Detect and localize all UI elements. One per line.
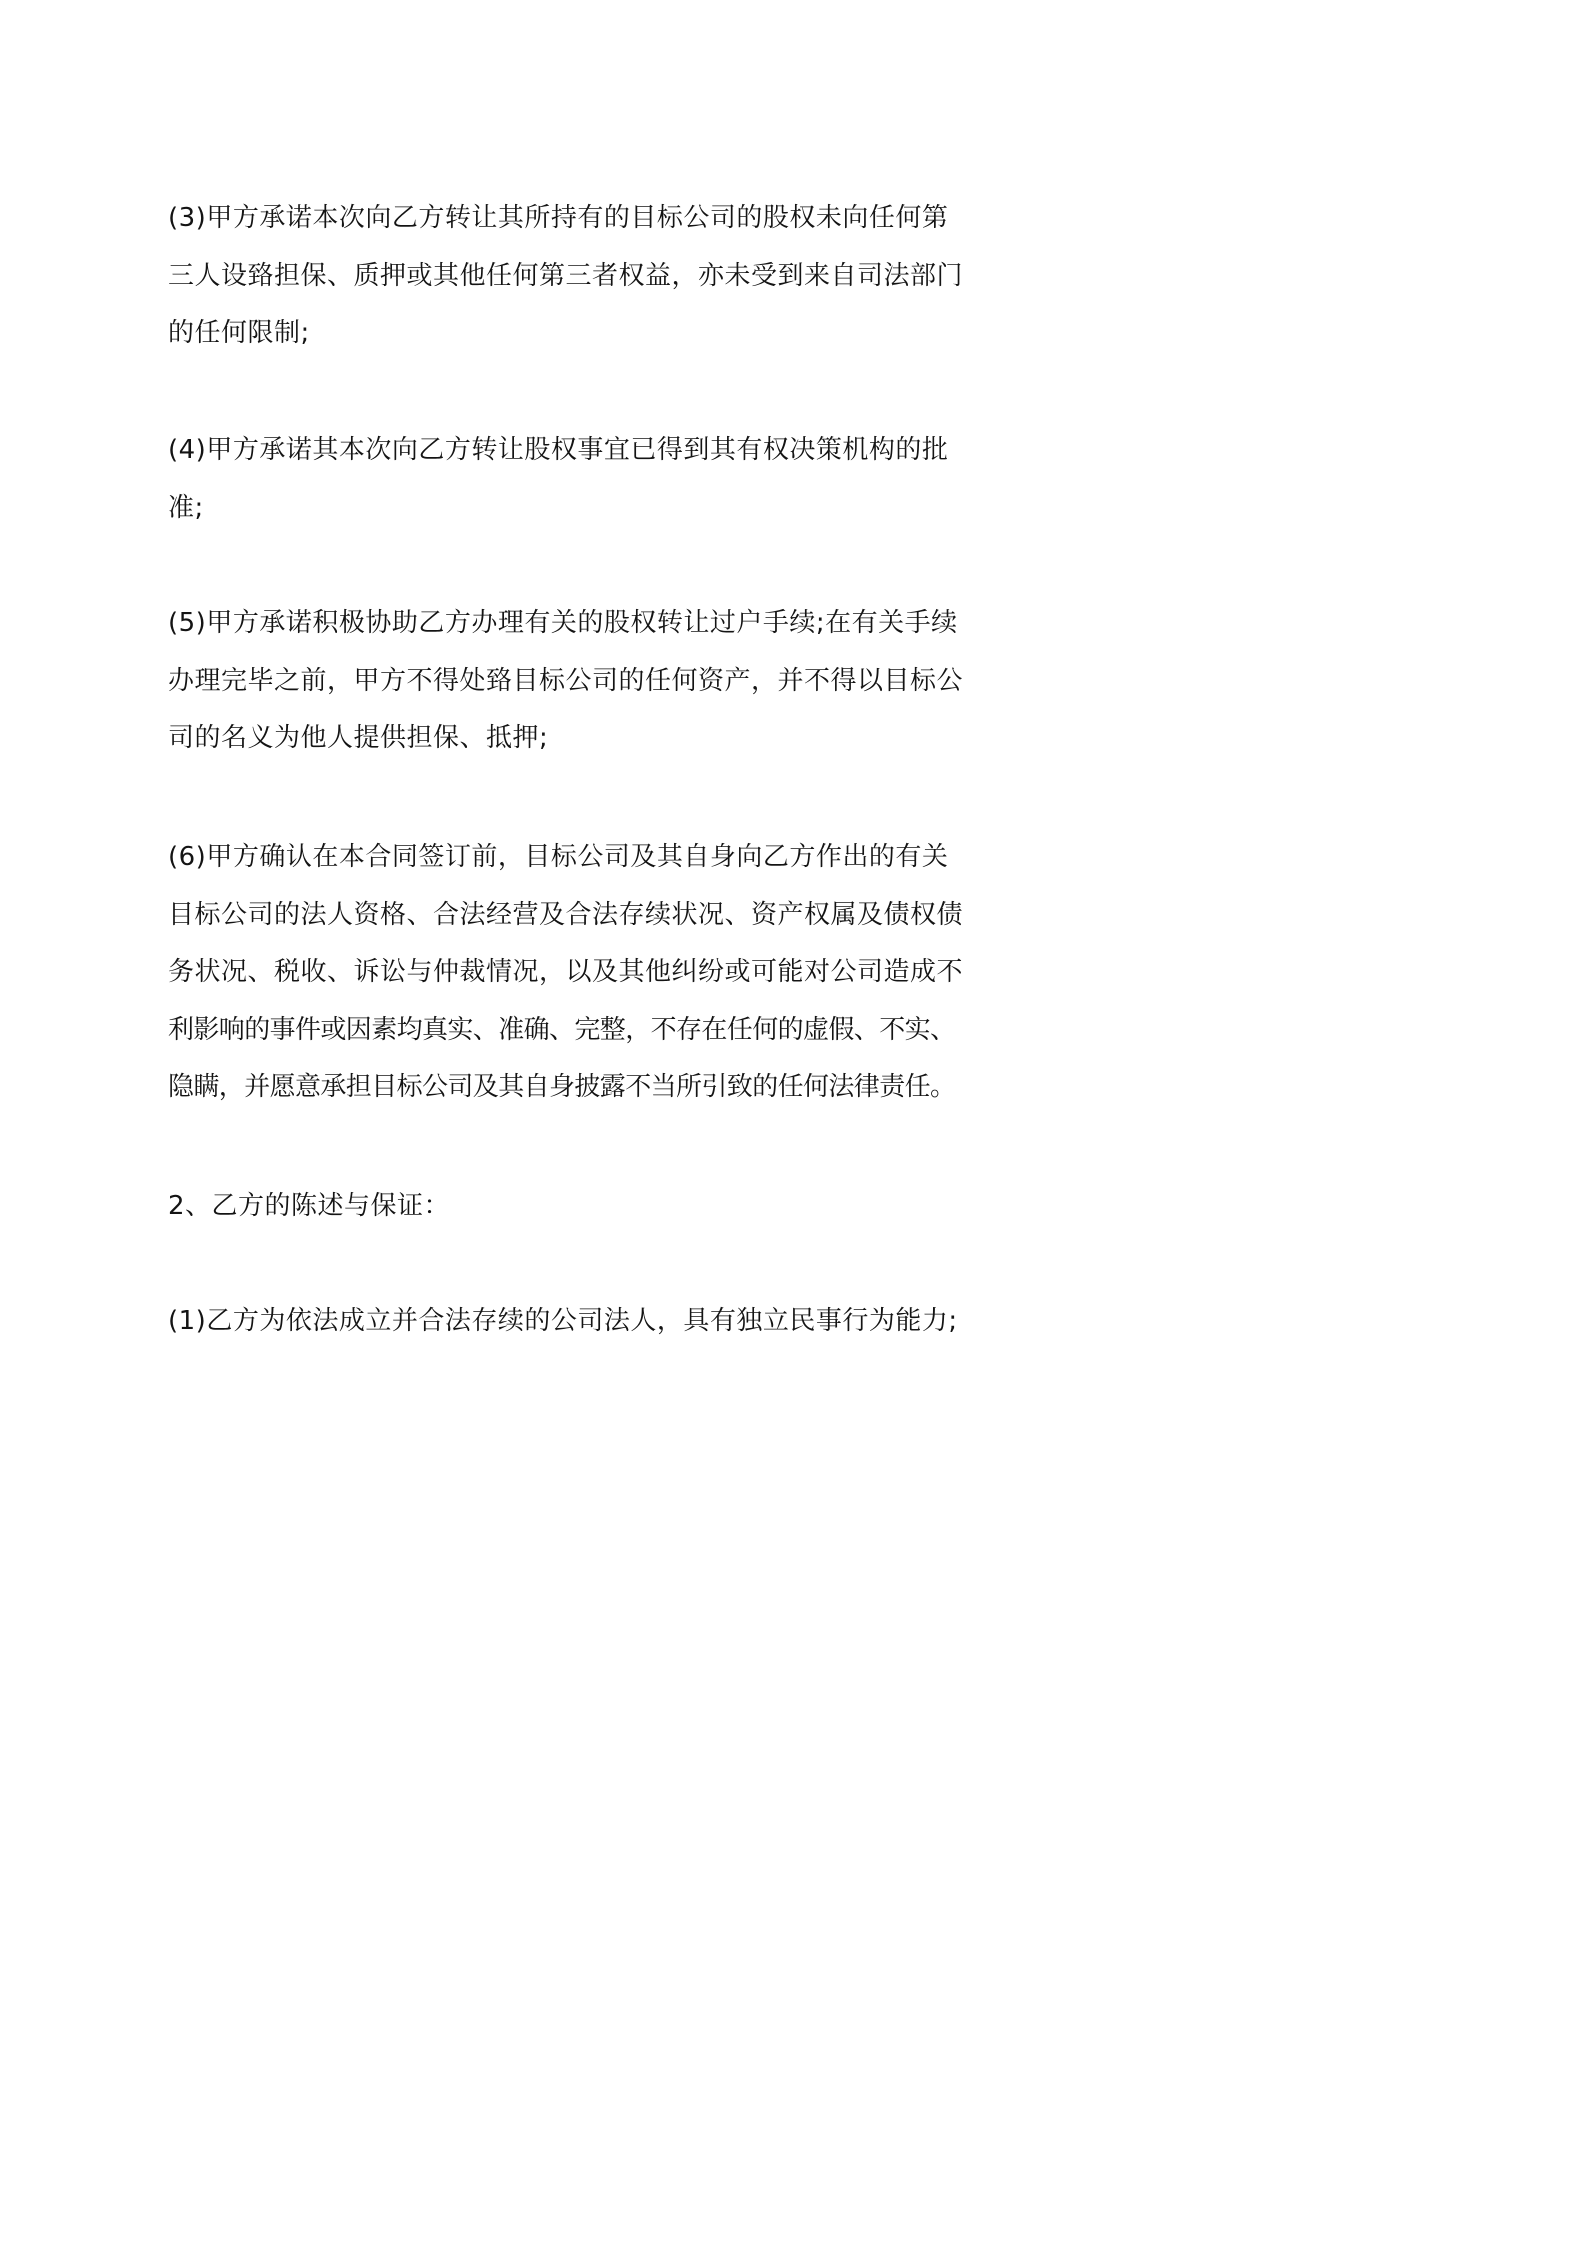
clause-4-line-2: 准; — [168, 492, 204, 523]
section-2-heading-text: 2、乙方的陈述与保证： — [168, 1191, 451, 1221]
clause-5-line-2: 办理完毕之前，甲方不得处臵目标公司的任何资产，并不得以目标公 — [168, 665, 964, 696]
clause-6-line-3: 务状况、税收、诉讼与仲裁情况，以及其他纠纷或可能对公司造成不 — [168, 957, 964, 987]
clause-6-line-4: 利影响的事件或因素均真实、准确、完整，不存在任何的虚假、不实、 — [168, 1014, 956, 1045]
document-page — [0, 0, 1104, 1562]
clause-3-line-3: 的任何限制; — [168, 318, 310, 348]
clause-3-line-1: (3)甲方承诺本次向乙方转让其所持有的目标公司的股权未向任何第 — [168, 203, 949, 233]
clause-5-line-3: 司的名义为他人提供担保、抵押; — [168, 723, 549, 753]
clause-4-line-1: (4)甲方承诺其本次向乙方转让股权事宜已得到其有权决策机构的批 — [168, 435, 949, 465]
clause-6-line-2: 目标公司的法人资格、合法经营及合法存续状况、资产权属及债权债 — [168, 899, 964, 930]
clause-3 — [168, 190, 964, 363]
clause-5 — [168, 595, 964, 768]
party-b-clause-1 — [168, 1293, 958, 1351]
clause-3-line-2: 三人设臵担保、质押或其他任何第三者权益，亦未受到来自司法部门 — [168, 260, 964, 291]
clause-4 — [168, 422, 958, 537]
clause-6 — [168, 829, 964, 1117]
party-b-clause-1-line-1: (1)乙方为依法成立并合法存续的公司法人，具有独立民事行为能力; — [168, 1306, 958, 1336]
section-2-heading — [168, 1178, 958, 1236]
clause-6-line-1: (6)甲方确认在本合同签订前，目标公司及其自身向乙方作出的有关 — [168, 842, 949, 872]
clause-5-line-1: (5)甲方承诺积极协助乙方办理有关的股权转让过户手续;在有关手续 — [168, 608, 958, 638]
clause-6-line-5: 隐瞒，并愿意承担目标公司及其自身披露不当所引致的任何法律责任。 — [168, 1072, 956, 1102]
